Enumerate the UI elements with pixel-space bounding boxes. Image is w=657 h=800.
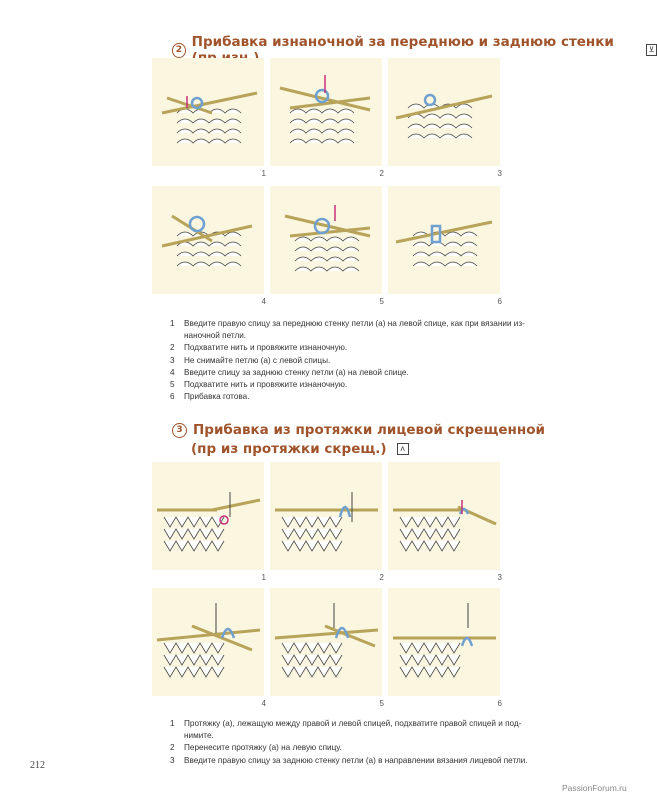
- knit-stitch-illustration-icon: [388, 588, 500, 696]
- purl-stitch-illustration-icon: [270, 186, 382, 294]
- section2-illustration-4: [152, 588, 264, 696]
- purl-increase-symbol-icon: ⊻: [646, 44, 657, 56]
- section2-illustration-1: [152, 462, 264, 570]
- section2-title-line1: Прибавка из протяжки лицевой скрещенной: [193, 422, 545, 438]
- section1-panel-label-3: 3: [497, 169, 502, 178]
- step-item: наночной петли.: [184, 331, 247, 341]
- watermark: PassionForum.ru: [562, 783, 627, 793]
- section2-panel-label-5: 5: [379, 699, 384, 708]
- knit-stitch-illustration-icon: [270, 462, 382, 570]
- section2-panel-label-6: 6: [497, 699, 502, 708]
- section1-panel-label-2: 2: [379, 169, 384, 178]
- knit-stitch-illustration-icon: [270, 588, 382, 696]
- section1-steps: [170, 318, 550, 403]
- step-item: 1 Протяжку (а), лежащую между правой и левой спицей, подхватите правой спицей и под-: [170, 719, 522, 728]
- step-item: 2 Подхватите нить и провяжите изнаночную.: [170, 343, 348, 353]
- section1-panel-label-1: 1: [261, 169, 266, 178]
- twisted-increase-symbol-icon: ᴧ: [397, 443, 409, 455]
- knit-stitch-illustration-icon: [152, 588, 264, 696]
- step-item: 2 Перенесите протяжку (а) на левую спицу.: [170, 743, 342, 753]
- section1-panel-label-4: 4: [261, 297, 266, 306]
- step-item: 3 Введите правую спицу за заднюю стенку петли (а) в направлении вязания лицевой петли.: [170, 755, 528, 765]
- section1-panel-label-5: 5: [379, 297, 384, 306]
- section2-title: [0, 422, 657, 457]
- purl-stitch-illustration-icon: [152, 186, 264, 294]
- section2-panel-label-2: 2: [379, 573, 384, 582]
- section2-number: 3: [172, 423, 187, 438]
- step-item: 4 Введите спицу за заднюю стенку петли (а) на левой спице.: [170, 367, 409, 377]
- section2-illustration-6: [388, 588, 500, 696]
- section2-illustration-3: [388, 462, 500, 570]
- section2-illustration-2: [270, 462, 382, 570]
- purl-stitch-illustration-icon: [388, 186, 500, 294]
- step-item: 5 Подхватите нить и провяжите изнаночную.: [170, 380, 348, 390]
- section2-panel-label-3: 3: [497, 573, 502, 582]
- section1-panel-label-6: 6: [497, 297, 502, 306]
- section2-panel-label-4: 4: [261, 699, 266, 708]
- section1-number: 2: [172, 43, 186, 58]
- section2-panel-label-1: 1: [261, 573, 266, 582]
- section1-illustration-3: [388, 58, 500, 166]
- step-item: нимите.: [184, 731, 214, 741]
- purl-stitch-illustration-icon: [388, 58, 500, 166]
- step-item: 1 Введите правую спицу за переднюю стенку петли (а) на левой спице, как при вязании из-: [170, 319, 525, 328]
- section1-illustration-6: [388, 186, 500, 294]
- section2-illustration-5: [270, 588, 382, 696]
- knit-stitch-illustration-icon: [152, 462, 264, 570]
- section1-title-text: Прибавка изнаночной за переднюю и заднюю стенки: [191, 34, 614, 50]
- section1-illustration-4: [152, 186, 264, 294]
- section1-illustration-1: [152, 58, 264, 166]
- purl-stitch-illustration-icon: [270, 58, 382, 166]
- section2-title-line2: (пр из протяжки скрещ.): [191, 441, 387, 457]
- knit-stitch-illustration-icon: [388, 462, 500, 570]
- section2-steps: [170, 718, 550, 767]
- step-item: 6 Прибавка готова.: [170, 392, 250, 402]
- page-number: 212: [30, 760, 45, 771]
- section1-illustration-2: [270, 58, 382, 166]
- step-item: 3 Не снимайте петлю (а) с левой спицы.: [170, 355, 331, 365]
- section1-illustration-5: [270, 186, 382, 294]
- purl-stitch-illustration-icon: [152, 58, 264, 166]
